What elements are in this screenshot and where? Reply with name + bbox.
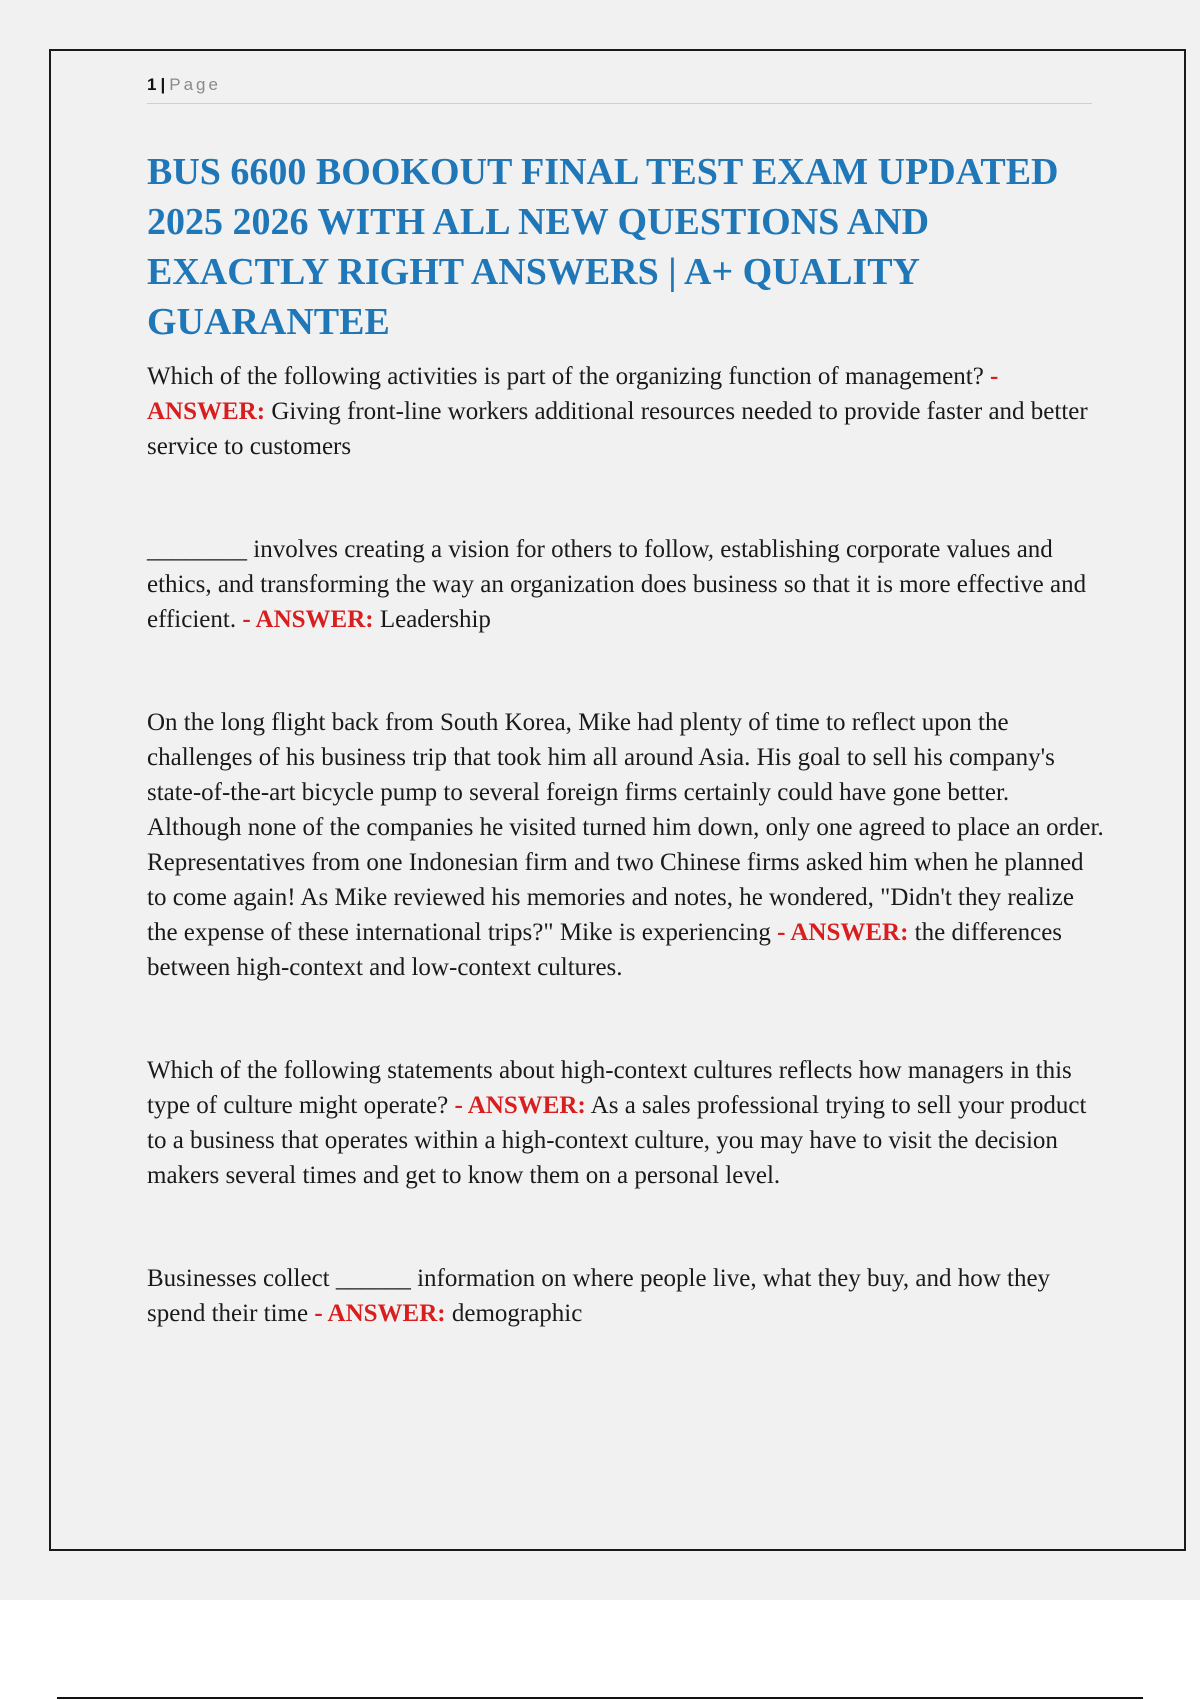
question-text: ________ involves creating a vision for others to follow, establishing corporate values and ethics, and transforming the way an organization does business so that it is more effective and efficient. xyxy=(147,536,1087,633)
qa-item xyxy=(147,532,1107,637)
footer-divider xyxy=(57,1697,1143,1699)
answer-label: - ANSWER: xyxy=(314,1300,446,1327)
qa-item xyxy=(147,1053,1107,1193)
answer-text: demographic xyxy=(451,1300,583,1327)
answer-label: - ANSWER: xyxy=(147,363,999,425)
qa-item xyxy=(147,1261,1107,1331)
answer-label: - ANSWER: xyxy=(777,919,909,946)
page-label: Page xyxy=(169,75,221,94)
qa-item xyxy=(147,359,1107,464)
answer-label: - ANSWER: xyxy=(242,606,374,633)
document-title: BUS 6600 BOOKOUT FINAL TEST EXAM UPDATED 2025 2026 WITH ALL NEW QUESTIONS AND EXACTLY RIGHT ANSWERS | A+ QUALITY GUARANTEE xyxy=(147,151,1059,343)
question-text: On the long flight back from South Korea, Mike had plenty of time to reflect upon the challenges of his business trip that took him all around Asia. His goal to sell his company's state-of-the-art bicycle pump to several foreign firms certainly could have gone better. Although none of the companies he visited turned him down, only one agreed to place an order. Representatives from one Indonesian firm and two Chinese firms asked him when he planned to come again! As Mike reviewed his memories and notes, he wondered, "Didn't they realize the expense of these international trips?" Mike is experiencing xyxy=(147,709,1104,946)
answer-text: Giving front-line workers additional resources needed to provide faster and better service to customers xyxy=(147,398,1088,460)
page-separator: | xyxy=(160,75,166,94)
answer-text: the differences between high-context and low-context cultures. xyxy=(147,919,1063,981)
page-header xyxy=(147,74,1092,104)
qa-item xyxy=(147,705,1107,985)
document-body xyxy=(147,147,1107,1331)
answer-label: - ANSWER: xyxy=(454,1092,586,1119)
question-text: Which of the following activities is part of the organizing function of management? xyxy=(147,363,984,390)
page-number: 1 xyxy=(147,75,157,94)
page-border xyxy=(49,49,1186,1551)
answer-text: Leadership xyxy=(379,606,491,633)
answer-text: As a sales professional trying to sell your product to a business that operates within a high-context culture, you may have to visit the decision makers several times and get to know them on a personal level. xyxy=(147,1092,1087,1189)
question-text: Businesses collect ______ information on where people live, what they buy, and how they spend their time xyxy=(147,1265,1051,1327)
question-text: Which of the following statements about high-context cultures reflects how managers in this type of culture might operate? xyxy=(147,1057,1072,1119)
